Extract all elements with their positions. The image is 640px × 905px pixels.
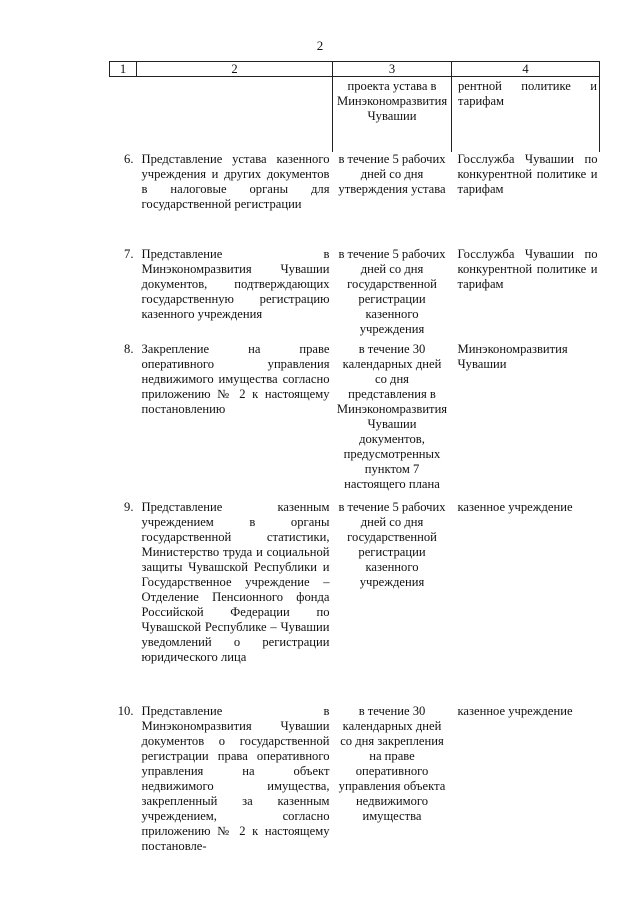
row-responsible: Госслужба Чувашии по конкурентной политике и тарифам bbox=[457, 247, 598, 291]
row-term: в течение 5 рабочих дней со дня утверждения устава bbox=[338, 152, 446, 196]
table-row-continuation bbox=[110, 77, 600, 153]
table-row bbox=[110, 247, 600, 342]
row-term: в течение 5 рабочих дней со дня государственной регистрации казенного учреждения bbox=[338, 247, 446, 336]
row-term: в течение 30 календарных дней со дня представления в Минэкономразвития Чувашии документов, предусмотренных пунктом 7 настоящего плана bbox=[336, 342, 448, 491]
row-number: 10. bbox=[117, 704, 134, 718]
row-responsible: казенное учреждение bbox=[457, 704, 573, 718]
row-responsible: казенное учреждение bbox=[457, 500, 573, 514]
row-number: 9. bbox=[124, 500, 134, 514]
row-action: Представление в Минэкономразвития Чувашии документов, подтверждающих государственную регистрацию казенного учреждения bbox=[141, 247, 330, 321]
row-term: в течение 5 рабочих дней со дня государственной регистрации казенного учреждения bbox=[338, 500, 446, 589]
table-row bbox=[110, 342, 600, 500]
row-responsible: Минэкономразвития Чувашии bbox=[457, 342, 568, 371]
row-term: в течение 30 календарных дней со дня закрепления на праве оперативного управления объекта недвижимого имущества bbox=[338, 704, 446, 823]
column-header-1: 1 bbox=[110, 62, 137, 77]
row-term: проекта устава в Минэкономразвития Чувашии bbox=[333, 77, 452, 153]
row-number: 8. bbox=[124, 342, 134, 356]
row-action: Представление казенным учреждением в органы государственной статистики, Министерство труда и социальной защиты Чувашской Республики и Государственное учреждение – Отделение Пенсионного фонда Российской Федерации по Чувашской Республике – Чувашии уведомлений о регистрации юридического лица bbox=[141, 500, 330, 664]
row-responsible: рентной политике и тарифам bbox=[452, 77, 600, 153]
row-responsible: Госслужба Чувашии по конкурентной политике и тарифам bbox=[457, 152, 598, 196]
column-header-3: 3 bbox=[333, 62, 452, 77]
column-header-2: 2 bbox=[137, 62, 333, 77]
table-row bbox=[110, 704, 600, 854]
plan-table bbox=[109, 61, 600, 854]
row-number: 7. bbox=[124, 247, 134, 261]
row-number bbox=[110, 77, 137, 153]
table-row bbox=[110, 500, 600, 704]
row-action: Представление в Минэкономразвития Чувашии документов о государственной регистрации права оперативного управления на объект недвижимого имущества, закрепленный за казенным учреждением, согласно приложению № 2 к настоящему постановле- bbox=[141, 704, 330, 853]
page-number: 2 bbox=[316, 38, 324, 53]
table-header bbox=[110, 62, 600, 77]
row-action bbox=[137, 77, 333, 153]
row-action: Закрепление на праве оперативного управления недвижимого имущества согласно приложению № 2 к настоящему постановлению bbox=[141, 342, 330, 416]
column-header-4: 4 bbox=[452, 62, 600, 77]
table-row bbox=[110, 152, 600, 247]
row-number: 6. bbox=[124, 152, 134, 166]
row-action: Представление устава казенного учреждения и других документов в налоговые органы для государственной регистрации bbox=[141, 152, 330, 211]
